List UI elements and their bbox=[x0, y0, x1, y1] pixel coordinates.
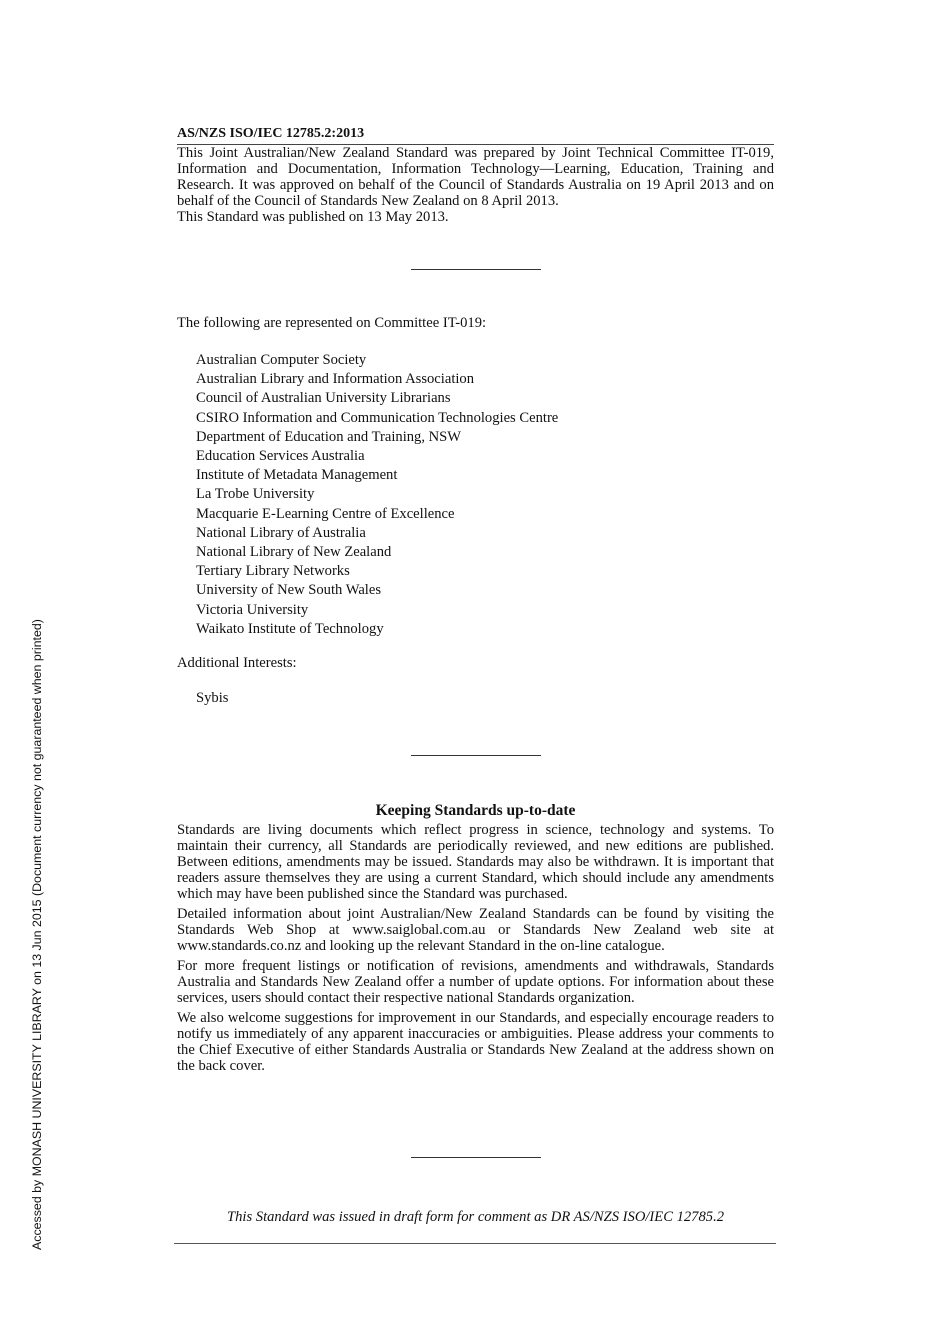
additional-interests-list bbox=[196, 690, 228, 707]
list-item: Institute of Metadata Management bbox=[196, 467, 398, 484]
list-item: Waikato Institute of Technology bbox=[196, 620, 384, 637]
section-separator-2 bbox=[411, 755, 541, 756]
list-item: Sybis bbox=[196, 690, 229, 706]
committee-member-list bbox=[196, 351, 558, 639]
standard-number: AS/NZS ISO/IEC 12785.2:2013 bbox=[177, 126, 365, 141]
list-item: National Library of Australia bbox=[196, 524, 366, 541]
keeping-paragraph: We also welcome suggestions for improvement in our Standards, and especially encourage readers to notify us immediately of any apparent inaccuracies or ambiguities. Please address your comments to the Chief Executive of either Standards Australia or Standards New Zealand at the address shown on the back cover. bbox=[177, 1010, 774, 1074]
list-item: Australian Library and Information Association bbox=[196, 371, 475, 388]
list-item: Australian Computer Society bbox=[196, 352, 367, 368]
keeping-paragraph: Detailed information about joint Australian/New Zealand Standards can be found by visiting the Standards Web Shop at www.saiglobal.com.au or Standards New Zealand web site at www.standards.co.nz and looking up the relevant Standard in the on-line catalogue. bbox=[177, 906, 774, 954]
list-item: Tertiary Library Networks bbox=[196, 563, 350, 580]
keeping-standards-body bbox=[177, 822, 774, 1078]
keeping-paragraph: Standards are living documents which reflect progress in science, technology and systems. To maintain their currency, all Standards are periodically reviewed, and new editions are published. Between editions, amendments may be issued. Standards may also be withdrawn. It is important that readers assure themselves they are using a current Standard, which should include any amendments which may have been published since the Standard was purchased. bbox=[177, 822, 774, 902]
preparation-statement bbox=[177, 145, 774, 225]
keeping-paragraph: For more frequent listings or notification of revisions, amendments and withdrawals, Standards Australia and Standards New Zealand offer a number of update options. For information about these services, users should contact their respective national Standards organization. bbox=[177, 958, 774, 1006]
list-item: Macquarie E-Learning Centre of Excellence bbox=[196, 505, 455, 522]
list-item: National Library of New Zealand bbox=[196, 544, 392, 561]
keeping-standards-heading: Keeping Standards up-to-date bbox=[375, 802, 576, 819]
list-item: University of New South Wales bbox=[196, 582, 382, 599]
list-item: Department of Education and Training, NSW bbox=[196, 428, 462, 445]
list-item: CSIRO Information and Communication Technologies Centre bbox=[196, 409, 559, 426]
committee-intro: The following are represented on Committee IT-019: bbox=[177, 315, 487, 331]
footer-rule bbox=[174, 1243, 776, 1244]
list-item: La Trobe University bbox=[196, 486, 315, 503]
list-item: Council of Australian University Librarians bbox=[196, 390, 451, 407]
access-watermark: Accessed by MONASH UNIVERSITY LIBRARY on 13 Jun 2015 (Document currency not guaranteed when printed) bbox=[30, 619, 44, 1250]
publication-date: This Standard was published on 13 May 2013. bbox=[177, 209, 449, 225]
section-separator-3 bbox=[411, 1157, 541, 1158]
preparation-paragraph: This Joint Australian/New Zealand Standard was prepared by Joint Technical Committee IT-019, Information and Documentation, Information Technology—Learning, Education, Training and Research. It was approved on behalf of the Council of Standards Australia on 19 April 2013 and on behalf of the Council of Standards New Zealand on 8 April 2013. bbox=[177, 145, 774, 209]
list-item: Victoria University bbox=[196, 601, 309, 618]
draft-note: This Standard was issued in draft form for comment as DR AS/NZS ISO/IEC 12785.2 bbox=[226, 1209, 725, 1225]
list-item: Education Services Australia bbox=[196, 448, 365, 465]
additional-interests-label: Additional Interests: bbox=[177, 655, 297, 671]
section-separator-1 bbox=[411, 269, 541, 270]
